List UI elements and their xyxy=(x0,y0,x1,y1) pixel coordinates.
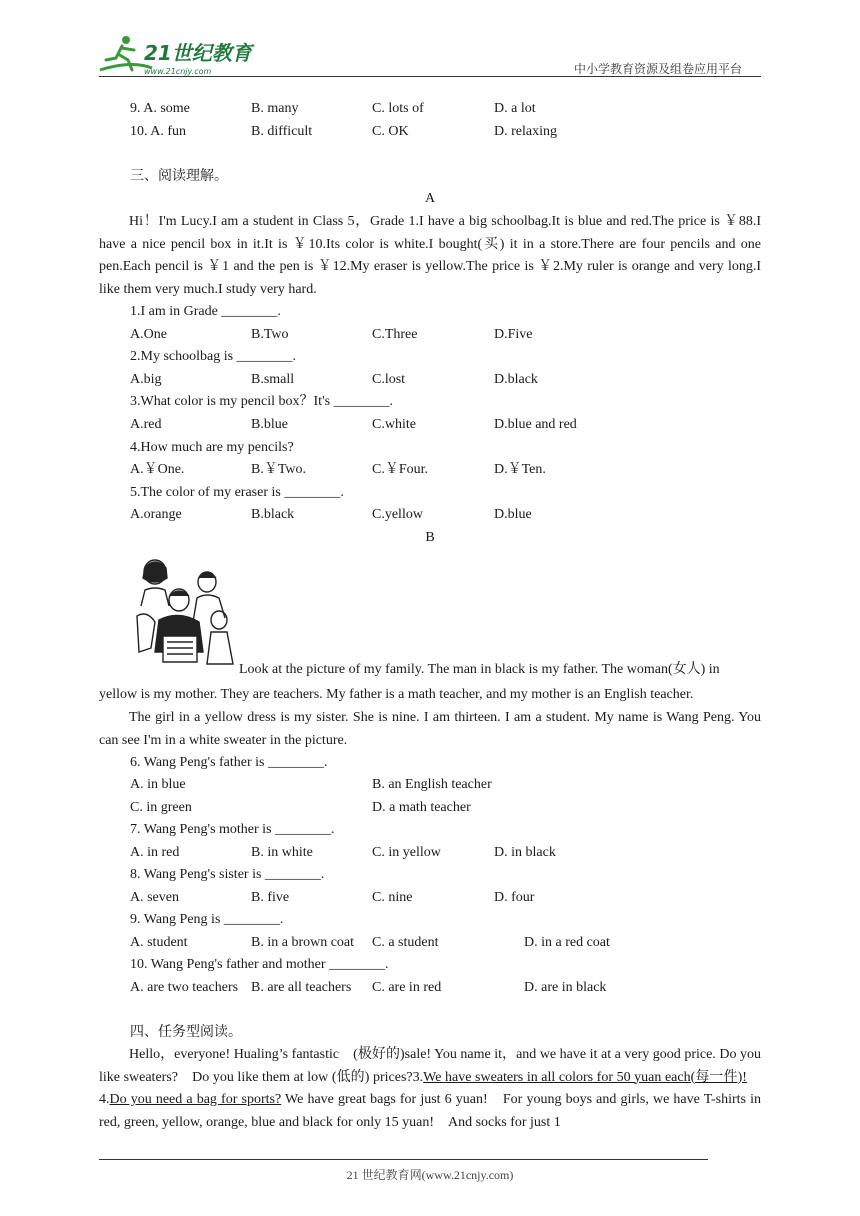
footer-text: 21 世纪教育网(www.21cnjy.com) xyxy=(346,1168,514,1182)
option: B. in white xyxy=(251,845,313,860)
question: 5.The color of my eraser is ________. xyxy=(130,485,344,500)
option: B. are all teachers xyxy=(251,980,352,995)
family-picture xyxy=(133,556,237,668)
option: A.red xyxy=(130,417,162,432)
passage-label: A xyxy=(424,191,436,206)
option: 9. A. some xyxy=(130,101,190,116)
site-logo xyxy=(92,30,262,80)
option: C. in yellow xyxy=(372,845,441,860)
svg-text:www.21cnjy.com: www.21cnjy.com xyxy=(144,67,212,76)
passage-b-para: The girl in a yellow dress is my sister. She is nine. I am thirteen. I am a student. My name is Wang Peng. You can see I'm in a white sweater in the picture. xyxy=(99,710,761,748)
option: B.￥Two. xyxy=(251,462,307,477)
option: B.small xyxy=(251,372,295,387)
option: B. difficult xyxy=(251,124,313,139)
platform-name: 中小学教育资源及组卷应用平台 xyxy=(574,62,743,76)
option: D.Five xyxy=(494,327,533,342)
question: 8. Wang Peng's sister is ________. xyxy=(130,867,325,882)
option: A. student xyxy=(130,935,188,950)
option: B. five xyxy=(251,890,290,905)
passage-b-line: Look at the picture of my family. The man in black is my father. The woman(女人) in xyxy=(239,662,720,677)
question: 10. Wang Peng's father and mother ________. xyxy=(130,957,389,972)
option: A. in red xyxy=(130,845,180,860)
option: C. nine xyxy=(372,890,413,905)
question: 3.What color is my pencil box？It's ________. xyxy=(130,394,394,409)
option: A.orange xyxy=(130,507,182,522)
option: C. a student xyxy=(372,935,439,950)
option: A.big xyxy=(130,372,162,387)
question: 4.How much are my pencils? xyxy=(130,440,294,455)
option: D.￥Ten. xyxy=(494,462,546,477)
option: A.One xyxy=(130,327,167,342)
option: C.Three xyxy=(372,327,418,342)
question: 9. Wang Peng is ________. xyxy=(130,912,284,927)
passage-label: B xyxy=(425,530,435,545)
option: B. in a brown coat xyxy=(251,935,355,950)
question: 2.My schoolbag is ________. xyxy=(130,349,297,364)
option: B.blue xyxy=(251,417,288,432)
option: 10. A. fun xyxy=(130,124,186,139)
option: A.￥One. xyxy=(130,462,185,477)
option: D.black xyxy=(494,372,538,387)
option: C. lots of xyxy=(372,101,424,116)
underlined-sentence-4: Do you need a bag for sports? xyxy=(109,1092,282,1108)
option: C.￥Four. xyxy=(372,462,429,477)
option: D. are in black xyxy=(524,980,607,995)
option: A. seven xyxy=(130,890,179,905)
option: D.blue xyxy=(494,507,532,522)
svg-text:21世纪教育: 21世纪教育 xyxy=(144,41,252,65)
section-title: 四、任务型阅读。 xyxy=(130,1025,242,1040)
option: A. are two teachers xyxy=(130,980,239,995)
passage-b-line: yellow is my mother. They are teachers. My father is a math teacher, and my mother is an English teacher. xyxy=(99,687,694,702)
option: C.white xyxy=(372,417,416,432)
option: C. in green xyxy=(130,800,192,815)
option: A. in blue xyxy=(130,777,186,792)
option: D. in black xyxy=(494,845,556,860)
option: B. many xyxy=(251,101,299,116)
section4-paragraph: Hello，everyone! Hualing’s fantastic (极好的)sale! You name it，and we have it at a very good price. Do you like sweaters? Do you like them at low (低的) prices?3.We have sweaters in all colors for 50 yuan each(每一件)! 4.Do you need a bag for sports? We have great bags for just 6 yuan! For young boys and girls, we have T-shirts in red, green, yellow, orange, blue and black for only 15 yuan! And socks for just 1 xyxy=(99,1047,762,1130)
option: B. an English teacher xyxy=(372,777,492,792)
section-title: 三、阅读理解。 xyxy=(130,169,228,184)
option: D. four xyxy=(494,890,535,905)
question: 1.I am in Grade ________. xyxy=(130,304,281,319)
option: D. a lot xyxy=(494,101,536,116)
option: B.black xyxy=(251,507,295,522)
option: C.lost xyxy=(372,372,406,387)
question: 6. Wang Peng's father is ________. xyxy=(130,755,328,770)
option: B.Two xyxy=(251,327,289,342)
passage-a: Hi！I'm Lucy.I am a student in Class 5，Grade 1.I have a big schoolbag.It is blue and red.The price is ￥88.I have a nice pencil box in it.It is ￥10.Its color is white.I bought(买) it in a store.There are four pencils and one pen.Each pencil is ￥1 and the pen is ￥12.My eraser is yellow.The price is ￥2.My ruler is orange and very long.I like them very much.I study very hard. xyxy=(99,214,761,297)
option: C.yellow xyxy=(372,507,423,522)
option: D. relaxing xyxy=(494,124,557,139)
option: D. a math teacher xyxy=(372,800,471,815)
header-divider xyxy=(99,76,761,77)
question: 7. Wang Peng's mother is ________. xyxy=(130,822,335,837)
option: C. OK xyxy=(372,124,409,139)
option: C. are in red xyxy=(372,980,442,995)
footer-divider xyxy=(99,1159,708,1160)
option: D. in a red coat xyxy=(524,935,610,950)
option: D.blue and red xyxy=(494,417,577,432)
underlined-sentence-3: We have sweaters in all colors for 50 yuan each(每一件)! xyxy=(423,1069,747,1085)
